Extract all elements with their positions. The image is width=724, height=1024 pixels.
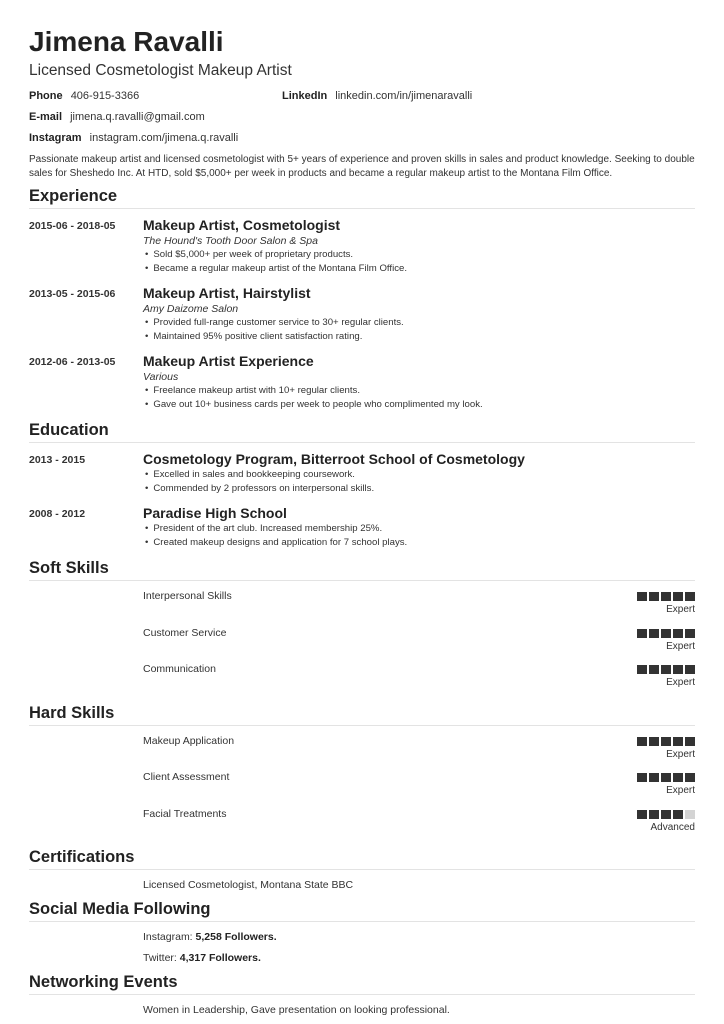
skill-name: Client Assessment — [143, 771, 230, 783]
entry-organization: The Hound's Tooth Door Salon & Spa — [143, 235, 318, 247]
entry-bullet: • Excelled in sales and bookkeeping coursework. — [143, 468, 695, 482]
entry-bullet: • Provided full-range customer service to 30+ regular clients. — [143, 316, 695, 330]
skill-level: Expert — [666, 640, 695, 652]
hard-skills-heading: Hard Skills — [29, 703, 695, 726]
entry-organization: Various — [143, 371, 179, 383]
entry-bullet: • Commended by 2 professors on interpersonal skills. — [143, 482, 695, 496]
rating-square-filled — [637, 737, 647, 746]
phone-label: Phone — [29, 90, 63, 102]
education-section — [29, 420, 695, 550]
rating-square-filled — [637, 773, 647, 782]
rating-square-filled — [649, 773, 659, 782]
experience-entry — [29, 352, 695, 412]
social-label: Instagram: — [143, 931, 193, 943]
skill-rating — [637, 629, 695, 638]
certification-item: Licensed Cosmetologist, Montana State BBC — [143, 879, 354, 891]
skill-row — [29, 625, 695, 662]
instagram-link[interactable]: instagram.com/jimena.q.ravalli — [89, 132, 239, 144]
entry-bullet: • Freelance makeup artist with 10+ regular clients. — [143, 384, 695, 398]
experience-entry — [29, 284, 695, 344]
skill-rating — [637, 810, 695, 819]
entry-title: Paradise High School — [143, 505, 287, 521]
skill-row — [29, 661, 695, 698]
rating-square-filled — [637, 592, 647, 601]
experience-entry — [29, 216, 695, 276]
hard-skills-section — [29, 703, 695, 843]
education-entry — [29, 450, 695, 496]
candidate-title: Licensed Cosmetologist Makeup Artist — [29, 62, 292, 79]
rating-square-filled — [685, 737, 695, 746]
rating-square-filled — [661, 629, 671, 638]
entry-dates: 2012-06 - 2013-05 — [29, 356, 116, 368]
rating-square-filled — [685, 592, 695, 601]
entry-bullet: • Maintained 95% positive client satisfaction rating. — [143, 330, 695, 344]
entry-dates: 2008 - 2012 — [29, 508, 86, 520]
education-entry — [29, 504, 695, 550]
certifications-section — [29, 847, 695, 892]
rating-square-filled — [637, 810, 647, 819]
skill-rating — [637, 773, 695, 782]
soft-skills-heading: Soft Skills — [29, 558, 695, 581]
rating-square-filled — [661, 592, 671, 601]
email-contact — [29, 110, 282, 131]
entry-organization: Amy Daizome Salon — [143, 303, 239, 315]
skill-rating — [637, 592, 695, 601]
skill-row — [29, 769, 695, 806]
rating-square-filled — [673, 737, 683, 746]
skill-row — [29, 806, 695, 843]
rating-square-filled — [685, 629, 695, 638]
skill-level: Expert — [666, 748, 695, 760]
social-item-instagram — [143, 930, 695, 944]
rating-square-filled — [649, 810, 659, 819]
rating-square-filled — [673, 773, 683, 782]
skill-level: Advanced — [650, 821, 695, 833]
summary-text: Passionate makeup artist and licensed cosmetologist with 5+ years of experience and proven skills in sales and product knowledge. Seeking to double sales for Sheshedo Inc. At HTD, sold $5,000+ per week in products and became a regular makeup artist to the Montana Film Office. — [29, 154, 695, 179]
rating-square-filled — [685, 773, 695, 782]
entry-dates: 2015-06 - 2018-05 — [29, 220, 116, 232]
phone-contact — [29, 89, 282, 110]
rating-square-filled — [649, 592, 659, 601]
rating-square-filled — [673, 810, 683, 819]
rating-square-filled — [685, 665, 695, 674]
email-label: E-mail — [29, 111, 63, 123]
skill-name: Makeup Application — [143, 734, 235, 747]
skill-name: Interpersonal Skills — [143, 590, 232, 602]
phone-value: 406-915-3366 — [70, 90, 140, 102]
entry-dates: 2013 - 2015 — [29, 454, 86, 466]
rating-square-filled — [649, 737, 659, 746]
skill-level: Expert — [666, 785, 695, 796]
social-media-heading: Social Media Following — [29, 899, 695, 922]
candidate-name: Jimena Ravalli — [29, 26, 224, 57]
social-label: Twitter: — [143, 952, 177, 964]
rating-square-filled — [661, 665, 671, 674]
rating-square-filled — [649, 665, 659, 674]
rating-square-filled — [673, 665, 683, 674]
linkedin-contact — [282, 89, 535, 110]
rating-square-filled — [673, 629, 683, 638]
entry-bullet: • Sold $5,000+ per week of proprietary products. — [143, 248, 695, 262]
social-media-section — [29, 899, 695, 965]
rating-square-filled — [637, 629, 647, 638]
rating-square-filled — [661, 737, 671, 746]
entry-title: Makeup Artist Experience — [143, 353, 314, 369]
skill-row — [29, 733, 695, 770]
rating-square-filled — [661, 773, 671, 782]
experience-heading: Experience — [29, 186, 695, 209]
networking-section — [29, 972, 695, 1017]
social-count: 4,317 Followers. — [179, 952, 261, 964]
rating-square-filled — [661, 810, 671, 819]
entry-title: Cosmetology Program, Bitterroot School of Cosmetology — [143, 451, 525, 467]
skill-level: Expert — [666, 677, 695, 688]
entry-title: Makeup Artist, Hairstylist — [143, 285, 311, 301]
skill-row — [29, 588, 695, 625]
linkedin-link[interactable]: linkedin.com/in/jimenaravalli — [335, 90, 473, 102]
experience-section — [29, 186, 695, 412]
rating-square-empty — [685, 810, 695, 819]
instagram-contact — [29, 131, 429, 152]
email-link[interactable]: jimena.q.ravalli@gmail.com — [70, 111, 205, 123]
entry-bullet: • President of the art club. Increased membership 25%. — [143, 522, 695, 536]
skill-rating — [637, 665, 695, 674]
soft-skills-section — [29, 558, 695, 698]
rating-square-filled — [637, 665, 647, 674]
social-item-twitter — [143, 951, 695, 965]
instagram-label: Instagram — [29, 132, 82, 144]
entry-bullet: • Became a regular makeup artist of the Montana Film Office. — [143, 262, 695, 276]
entry-bullet: • Created makeup designs and application for 7 school plays. — [143, 536, 695, 550]
rating-square-filled — [649, 629, 659, 638]
entry-dates: 2013-05 - 2015-06 — [29, 288, 116, 300]
skill-level: Expert — [666, 604, 695, 615]
certifications-heading: Certifications — [29, 847, 695, 870]
skill-name: Customer Service — [143, 626, 227, 639]
education-heading: Education — [29, 420, 695, 443]
linkedin-label: LinkedIn — [282, 90, 328, 102]
entry-title: Makeup Artist, Cosmetologist — [143, 217, 341, 233]
networking-heading: Networking Events — [29, 972, 695, 995]
social-count: 5,258 Followers. — [195, 931, 277, 943]
networking-item: Women in Leadership, Gave presentation on looking professional. — [143, 1004, 450, 1016]
skill-rating — [637, 737, 695, 746]
entry-bullet: • Gave out 10+ business cards per week to people who complimented my look. — [143, 398, 695, 412]
skill-name: Communication — [143, 663, 216, 675]
skill-name: Facial Treatments — [143, 807, 227, 820]
rating-square-filled — [673, 592, 683, 601]
contact-block — [29, 89, 695, 152]
